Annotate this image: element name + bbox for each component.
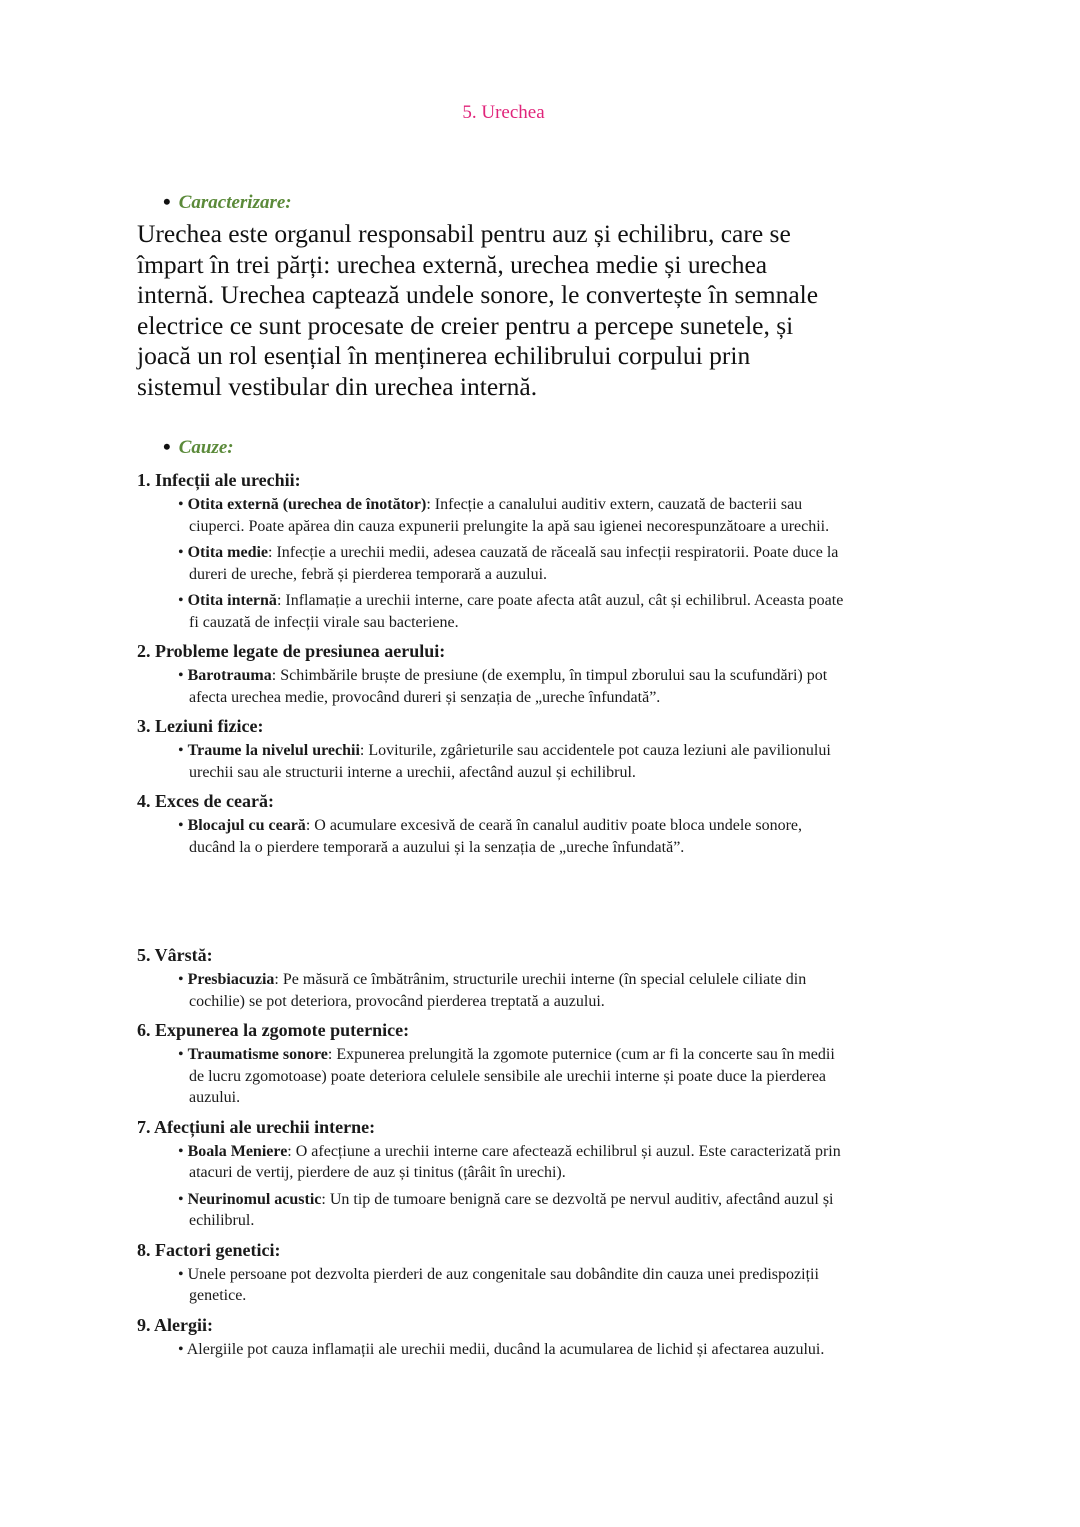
bullet-icon: • (178, 544, 188, 561)
item-description: Unele persoane pot dezvolta pierderi de auz congenitale sau dobândite din cauza unei predispoziții genetice. (187, 1265, 819, 1304)
bullet-icon: • (178, 1046, 188, 1063)
bullet-icon: • (178, 1265, 188, 1283)
item-term: Presbiacuzia (187, 971, 275, 988)
item-description: : Un tip de tumoare benignă care se dezvoltă pe nervul auditiv, afectând auzul și echilibrul. (189, 1190, 834, 1229)
item-term: Traumatisme sonore (187, 1046, 328, 1063)
list-item (163, 969, 849, 1012)
item-description: : Loviturile, zgârieturile sau accidentele pot cauza leziuni ale pavilionului urechii sau ale structurii interne a urechii, afectând auzul și echilibrul. (189, 742, 831, 781)
causes-heading-text: Cauze: (178, 437, 234, 458)
item-description: : O afecțiune a urechii interne care afectează echilibrul și auzul. Este caracterizată prin atacuri de vertij, pierdere de auz și tinitus (țârâit în urechi). (189, 1142, 841, 1181)
cause-section (137, 942, 837, 1012)
list-item (163, 740, 849, 783)
bullet-icon: • (178, 667, 188, 684)
characterization-paragraph: Urechea este organul responsabil pentru auz și echilibru, care se împart în trei părți: urechea externă, urechea medie și urechea internă. Urechea captează undele sonore, le convertește în semnale electrice ce sunt procesate de creier pentru a percepe sunetele, și joacă un rol esențial în menținerea echilibrului corpului prin sistemul vestibular din urechea internă. (137, 219, 819, 401)
cause-section-title: 3. Leziuni fizice: (137, 716, 264, 736)
item-term: Traume la nivelul urechii (187, 742, 360, 759)
list-item (163, 665, 849, 708)
list-item (163, 1189, 849, 1232)
cause-section (137, 1312, 837, 1361)
item-description: : Pe măsură ce îmbătrânim, structurile urechii interne (în special celulele ciliate din cochilie) se pot deteriora, provocând pierderea treptată a auzului. (189, 971, 807, 1010)
list-item (163, 1141, 849, 1184)
causes-heading (163, 434, 234, 460)
characterization-heading (163, 189, 292, 215)
cause-section-title: 5. Vârstă: (137, 945, 213, 965)
item-description: : Infecție a canalului auditiv extern, cauzată de bacterii sau ciuperci. Poate apărea din cauza expunerii prelungite la apă sau igienei necorespunzătoare a urechii. (189, 496, 830, 535)
cause-section-title: 7. Afecțiuni ale urechii interne: (137, 1116, 376, 1137)
bullet-icon: • (163, 189, 171, 214)
list-item (163, 815, 849, 858)
item-term: Otita internă (187, 592, 277, 609)
item-term: Blocajul cu ceară (187, 817, 306, 834)
cause-section (137, 788, 837, 858)
bullet-icon: • (178, 496, 188, 513)
characterization-heading-text: Caracterizare: (178, 192, 292, 213)
item-description: : O acumulare excesivă de ceară în canalul auditiv poate bloca undele sonore, ducând la o pierdere temporară a auzului și la senzația de „ureche înfundată”. (189, 817, 803, 856)
list-item (163, 1264, 849, 1307)
bullet-icon: • (178, 817, 188, 834)
list-item (163, 1339, 849, 1361)
bullet-icon: • (178, 971, 188, 988)
item-description: : Schimbările bruște de presiune (de exemplu, în timpul zborului sau la scufundări) pot afecta urechea medie, provocând dureri și senzația de „ureche înfundată”. (189, 667, 828, 706)
list-item (163, 590, 849, 633)
cause-section (137, 1237, 837, 1307)
cause-section (137, 1017, 837, 1109)
bullet-icon: • (163, 434, 171, 459)
item-term: Otita medie (187, 544, 269, 561)
list-item (163, 542, 849, 585)
cause-section-title: 8. Factori genetici: (137, 1239, 281, 1260)
cause-section (137, 638, 837, 708)
bullet-icon: • (178, 1190, 188, 1208)
bullet-icon: • (178, 1142, 188, 1160)
bullet-icon: • (178, 592, 188, 609)
causes-list (137, 467, 844, 1365)
item-term: Neurinomul acustic (187, 1190, 322, 1208)
page-title: 5. Urechea (462, 102, 545, 123)
item-description: : Expunerea prelungită la zgomote puternice (cum ar fi la concerte sau în medii de lucru zgomotoase) poate deteriora celulele sensibile ale urechii interne și poate duce la pierderea auzului. (189, 1046, 835, 1106)
cause-section (137, 713, 837, 783)
item-description: Alergiile pot cauza inflamații ale urechii medii, ducând la acumularea de lichid și afectarea auzului. (186, 1340, 825, 1358)
list-item (163, 1044, 849, 1109)
bullet-icon: • (178, 742, 188, 759)
item-term: Barotrauma (187, 667, 272, 684)
cause-section-title: 4. Exces de ceară: (137, 791, 274, 811)
bullet-icon: • (178, 1340, 187, 1358)
item-term: Otita externă (urechea de înotător) (187, 496, 427, 513)
cause-section (137, 467, 844, 633)
cause-section-title: 9. Alergii: (137, 1314, 213, 1335)
item-term: Boala Meniere (187, 1142, 288, 1160)
cause-section-title: 6. Expunerea la zgomote puternice: (137, 1020, 410, 1040)
item-description: : Inflamație a urechii interne, care poate afecta atât auzul, cât și echilibrul. Aceasta poate fi cauzată de infecții virale sau bacteriene. (189, 592, 844, 631)
cause-section (137, 1114, 841, 1232)
cause-section-title: 2. Probleme legate de presiunea aerului: (137, 641, 446, 661)
cause-section-title: 1. Infecții ale urechii: (137, 470, 301, 490)
item-description: : Infecție a urechii medii, adesea cauzată de răceală sau infecții respiratorii. Poate duce la dureri de ureche, febră și pierderea temporară a auzului. (189, 544, 839, 583)
list-item (163, 494, 849, 537)
